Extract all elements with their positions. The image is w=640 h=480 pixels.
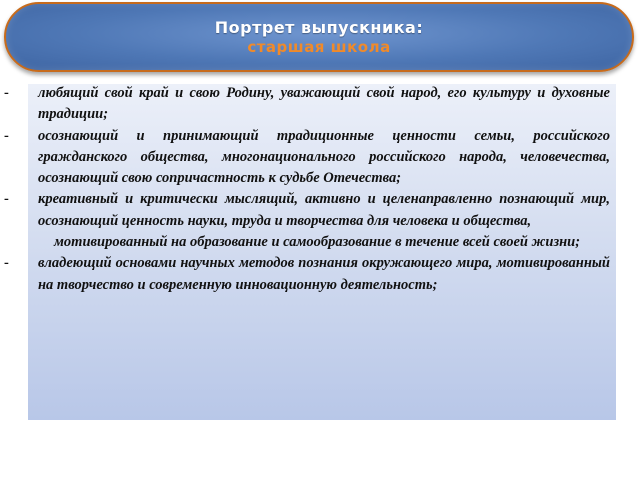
dash-bullet: -	[4, 85, 9, 101]
dash-bullet: -	[4, 191, 9, 208]
list-item-text: креативный и критически мыслящий, активно и целенаправленно познающий мир, осознающий ценность науки, труда и творчества для человека и общества,	[38, 191, 610, 229]
banner-subtitle: старшая школа	[247, 38, 391, 56]
dash-bullet: -	[4, 255, 9, 272]
list-item	[4, 189, 610, 253]
graduate-qualities-list	[4, 83, 610, 296]
dash-bullet: -	[4, 127, 9, 144]
title-banner	[4, 2, 634, 72]
banner-title: Портрет выпускника:	[214, 18, 424, 37]
list-item-text: владеющий основами научных методов познания окружающего мира, мотивированный на творчество и современную инновационную деятельность;	[38, 255, 610, 293]
list-item	[4, 126, 610, 190]
list-item-text: осознающий и принимающий традиционные ценности семьи, российского гражданского общества, многонационального российского народа, человечества, осознающий свою сопричастность к судьбе Отечества;	[38, 127, 610, 187]
list-item	[4, 83, 610, 126]
list-item-continuation: мотивированный на образование и самообразование в течение всей своей жизни;	[54, 234, 581, 251]
list-item-text: любящий свой край и свою Родину, уважающий свой народ, его культуру и духовные традиции;	[38, 85, 610, 123]
list-item	[4, 253, 610, 296]
